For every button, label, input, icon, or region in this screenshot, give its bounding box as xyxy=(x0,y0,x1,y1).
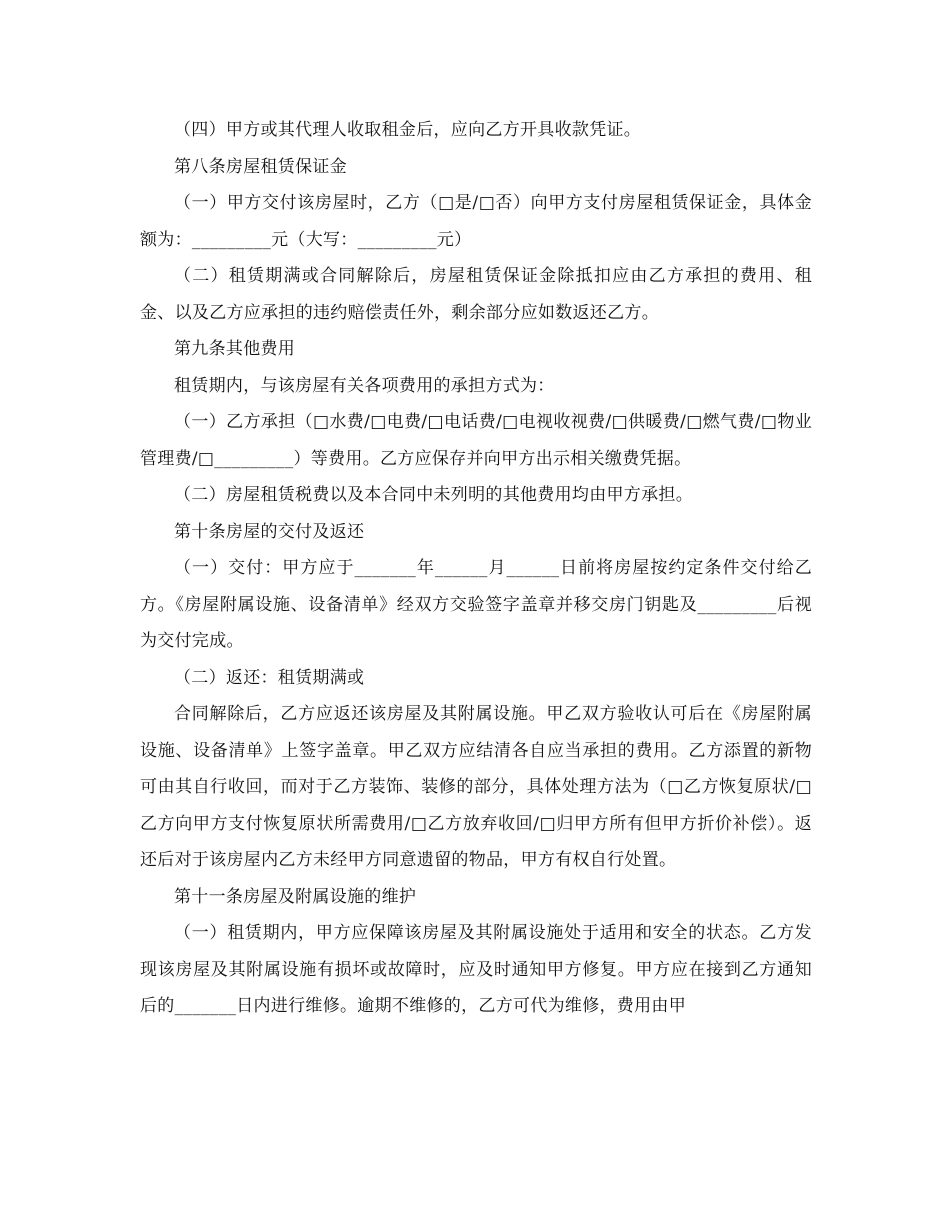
clause-8-item-1: （一）甲方交付该房屋时，乙方（□是/□否）向甲方支付房屋租赁保证金，具体金额为：_________元（大写：_________元） xyxy=(140,193,812,250)
article-11-heading: 第十一条房屋及附属设施的维护 xyxy=(174,886,417,907)
clause-9-item-1: （一）乙方承担（□水费/□电费/□电话费/□电视收视费/□供暖费/□燃气费/□物业管理费/□_________）等费用。乙方应保存并向甲方出示相关缴费凭据。 xyxy=(140,412,812,469)
article-10-heading: 第十条房屋的交付及返还 xyxy=(174,521,365,542)
clause-9-item-2: （二）房屋租赁税费以及本合同中未列明的其他费用均由甲方承担。 xyxy=(174,485,693,505)
clause-8-item-2: （二）租赁期满或合同解除后，房屋租赁保证金除抵扣应由乙方承担的费用、租金、以及乙方应承担的违约赔偿责任外，剩余部分应如数返还乙方。 xyxy=(140,266,812,323)
clause-10-item-2-continued: 合同解除后，乙方应返还该房屋及其附属设施。甲乙双方验收认可后在《房屋附属设施、设备清单》上签字盖章。甲乙双方应结清各自应当承担的费用。乙方添置的新物可由其自行收回，而对于乙方装饰、装修的部分，具体处理方法为（□乙方恢复原状/□乙方向甲方支付恢复原状所需费用/□乙方放弃收回/□归甲方所有但甲方折价补偿）。返还后对于该房屋内乙方未经甲方同意遗留的物品，甲方有权自行处置。 xyxy=(140,704,812,870)
article-8-heading: 第八条房屋租赁保证金 xyxy=(174,156,347,177)
document-body xyxy=(140,112,812,1025)
clause-11-item-1: （一）租赁期内，甲方应保障该房屋及其附属设施处于适用和安全的状态。乙方发现该房屋及其附属设施有损坏或故障时，应及时通知甲方修复。甲方应在接到乙方通知后的_______日内进行维修。逾期不维修的，乙方可代为维修，费用由甲 xyxy=(140,923,812,1016)
clause-10-item-2: （二）返还：租赁期满或 xyxy=(174,667,365,688)
article-9-heading: 第九条其他费用 xyxy=(174,339,296,359)
clause-10-item-1: （一）交付：甲方应于_______年______月______日前将房屋按约定条件交付给乙方。《房屋附属设施、设备清单》经双方交验签字盖章并移交房门钥匙及_________后视为交付完成。 xyxy=(140,558,812,651)
clause-7-item-4: （四）甲方或其代理人收取租金后，应向乙方开具收款凭证。 xyxy=(174,120,642,140)
clause-9-intro: 租赁期内，与该房屋有关各项费用的承担方式为： xyxy=(174,375,555,396)
